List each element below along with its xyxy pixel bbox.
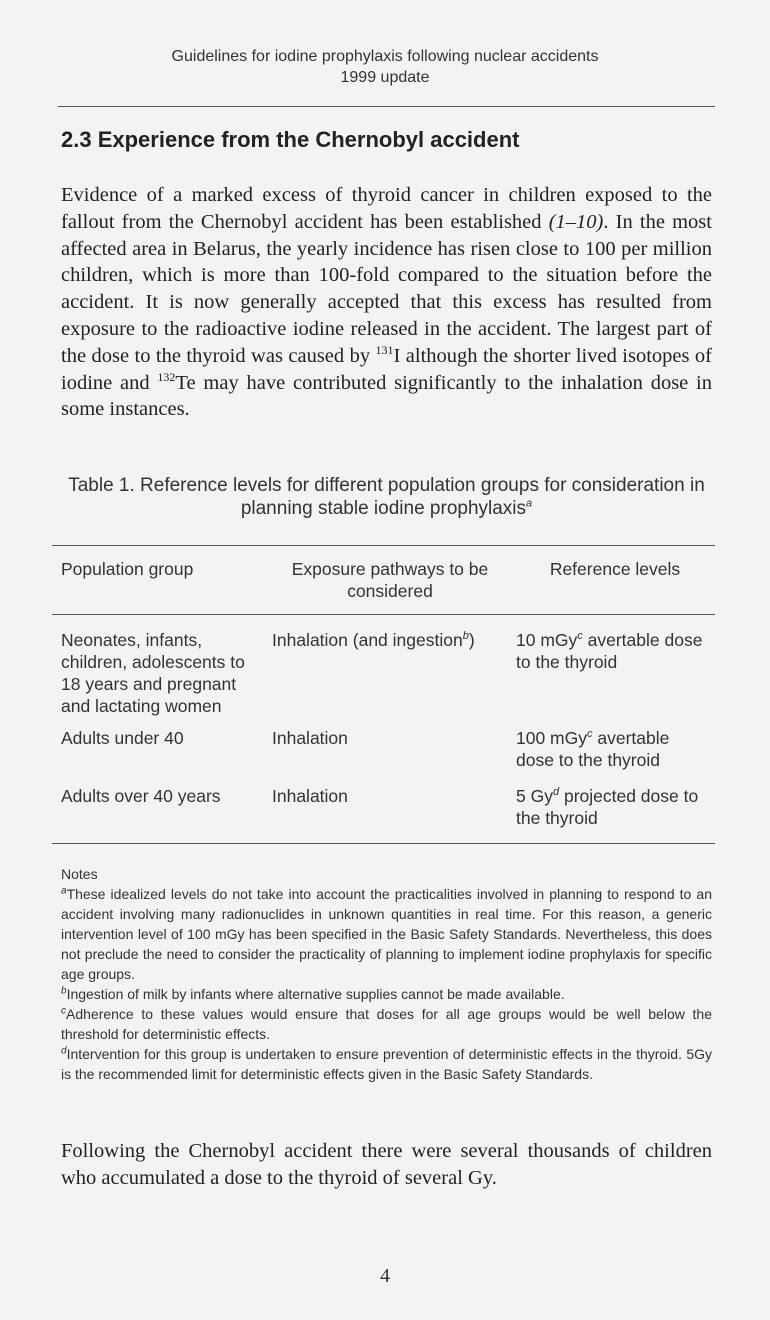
cell-reference-level	[516, 629, 712, 673]
table-caption-text: Table 1. Reference levels for different population groups for consideration in planning stable iodine prophylaxis	[68, 475, 705, 519]
footnote	[61, 884, 712, 984]
level-value: 10 mGy	[516, 630, 578, 650]
header-rule	[58, 106, 715, 107]
citation-ref: (1–10)	[548, 210, 604, 233]
level-description: projected dose to the thyroid	[516, 786, 699, 828]
running-header-edition: 1999 update	[340, 69, 430, 86]
footnote	[61, 1044, 712, 1084]
cell-exposure-pathway: Inhalation	[272, 728, 348, 748]
paragraph-text: although the shorter lived isotopes of iodine and	[61, 344, 712, 394]
header-population-group: Population group	[61, 559, 194, 579]
level-value: 100 mGy	[516, 728, 587, 748]
footnote-text: These idealized levels do not take into account the practicalities involved in planning to respond to an accident involving many radionuclides in unknown quantities in real time. For this reason, a generic intervention level of 100 mGy has been specified in the Basic Safety Standards. Nevertheless, this does not preclude the need to consider the practicality of planning to implement iodine prophylaxis for specific age groups.	[61, 886, 712, 982]
header-exposure-pathways: Exposure pathways to be considered	[291, 559, 489, 601]
paragraph-text: may have contributed significantly to the inhalation dose in some instances.	[61, 371, 713, 421]
isotope-mass-number: 131	[375, 342, 394, 357]
footnote-text: Ingestion of milk by infants where alternative supplies cannot be made available.	[66, 986, 565, 1002]
page-number: 4	[380, 1265, 390, 1287]
body-paragraph: Following the Chernobyl accident there were several thousands of children who accumulated a dose to the thyroid of several Gy.	[61, 1140, 712, 1189]
notes-title: Notes	[61, 866, 98, 882]
footnote-marker: c	[577, 630, 583, 643]
table-top-rule	[52, 545, 715, 546]
pathway-text: Inhalation (and ingestion	[272, 630, 463, 650]
section-title: 2.3 Experience from the Chernobyl accident	[61, 127, 520, 152]
cell-population-group: Adults under 40	[61, 728, 184, 748]
footnote-text: Intervention for this group is undertaken to ensure prevention of deterministic effects in the thyroid. 5Gy is the recommended limit for deterministic effects given in the Basic Safety Standards.	[61, 1046, 712, 1082]
footnote	[61, 984, 712, 1004]
footnote-marker: a	[61, 885, 67, 897]
isotope-mass-number: 132	[157, 369, 176, 384]
paragraph-text: . In the most affected area in Belarus, the yearly incidence has risen close to 100 per million children, which is more than 100-fold compared to the situation before the accident. It is now generally accepted that this excess has resulted from exposure to the radioactive iodine released in the accident. The largest part of the dose to the thyroid was caused by	[61, 210, 712, 367]
footnote-text: Adherence to these values would ensure that doses for all age groups would be well below the threshold for deterministic effects.	[61, 1006, 712, 1042]
pathway-text-close: )	[468, 630, 475, 650]
header-reference-levels: Reference levels	[549, 559, 681, 579]
running-header-title: Guidelines for iodine prophylaxis following nuclear accidents	[171, 48, 599, 65]
footnote-marker: d	[552, 786, 560, 799]
running-header	[0, 46, 770, 88]
footnote	[61, 1004, 712, 1044]
cell-exposure-pathway: Inhalation	[272, 786, 348, 806]
cell-reference-level	[516, 785, 712, 829]
cell-population-group: Neonates, infants, children, adolescents to 18 years and pregnant and lactating women	[61, 630, 245, 716]
footnote-marker: c	[587, 728, 593, 741]
paragraph-text: Evidence of a marked excess of thyroid cancer in children exposed to the fallout from the Chernobyl accident has been established	[61, 184, 712, 233]
table-caption	[61, 474, 712, 520]
table-bottom-rule	[52, 843, 715, 844]
body-paragraph	[61, 182, 712, 423]
level-description: avertable dose to the thyroid	[516, 728, 670, 770]
cell-population-group: Adults over 40 years	[61, 786, 221, 806]
level-value: 5 Gy	[516, 786, 553, 806]
isotope-symbol: I	[393, 344, 401, 367]
footnote-marker: b	[462, 630, 469, 643]
level-description: avertable dose to the thyroid	[516, 630, 703, 672]
footnote-marker: d	[61, 1045, 67, 1057]
table-notes	[61, 864, 712, 1084]
footnote-marker: c	[61, 1005, 66, 1017]
table-header-rule	[52, 614, 715, 615]
cell-exposure-pathway	[272, 629, 508, 651]
footnote-marker: b	[61, 985, 67, 997]
cell-reference-level	[516, 727, 712, 771]
footnote-marker: a	[526, 497, 533, 510]
isotope-symbol: Te	[175, 371, 196, 394]
